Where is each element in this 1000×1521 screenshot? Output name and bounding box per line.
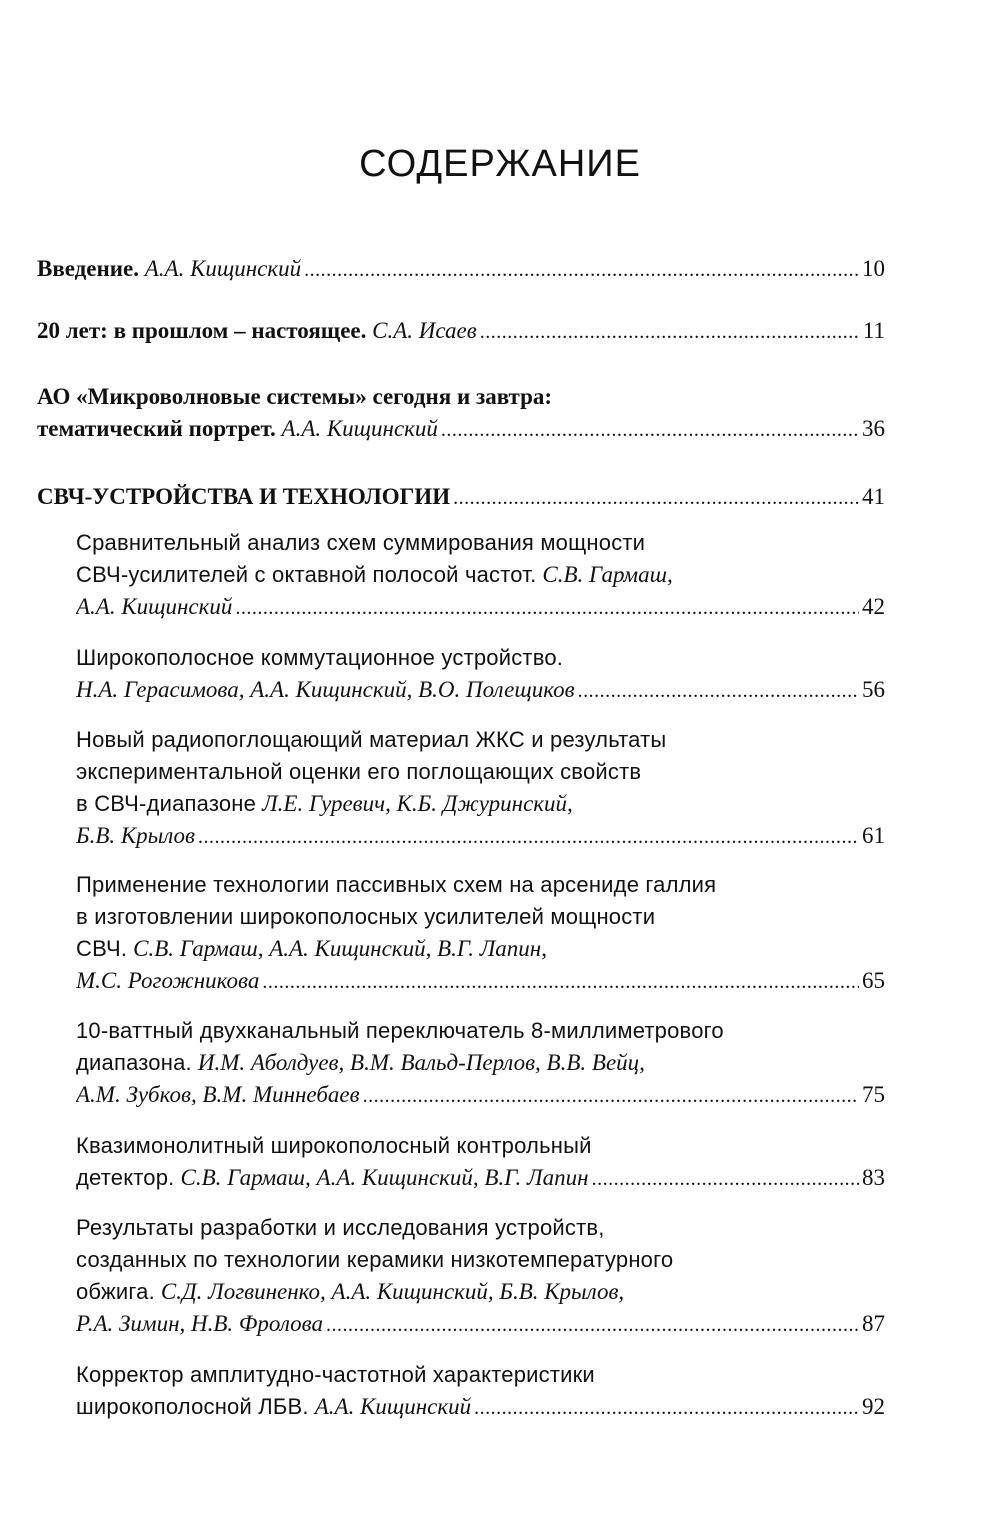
entry-title-cont: обжига. <box>76 1279 155 1304</box>
entry-title-cont: тематический портрет. <box>37 416 276 441</box>
toc-entry-8mm-switch[interactable] <box>76 1015 885 1111</box>
leader-dots <box>363 1080 859 1111</box>
entry-authors-cont: М.С. Рогожникова <box>76 968 260 993</box>
entry-authors-cont: Р.А. Зимин, Н.В. Фролова <box>76 1311 323 1336</box>
entry-title: 10-ваттный двухканальный переключатель 8-миллиметрового <box>76 1018 724 1043</box>
page-number: 75 <box>862 1082 885 1107</box>
leader-dots <box>235 592 859 623</box>
entry-title: 20 лет: в прошлом – настоящее. <box>37 318 367 343</box>
entry-authors: С.А. Исаев <box>372 318 477 343</box>
leader-dots <box>326 1309 859 1340</box>
leader-dots <box>304 254 859 285</box>
toc-entry-gaas-technology[interactable] <box>76 869 885 997</box>
entry-authors: С.В. Гармаш, <box>542 562 673 587</box>
entry-title-cont: экспериментальной оценки его поглощающих свойств <box>76 759 642 784</box>
toc-entry-20-years[interactable] <box>37 315 885 347</box>
toc-entry-switching-device[interactable] <box>76 642 885 706</box>
entry-title-cont: широкополосной ЛБВ. <box>76 1394 309 1419</box>
entry-authors: С.В. Гармаш, А.А. Кищинский, В.Г. Лапин, <box>133 936 547 961</box>
page-number: 42 <box>862 594 885 619</box>
page-number: 83 <box>862 1165 885 1190</box>
leader-dots <box>262 966 859 997</box>
entry-authors: И.М. Аболдуев, В.М. Вальд-Перлов, В.В. Вейц, <box>197 1050 645 1075</box>
entry-title: Применение технологии пассивных схем на арсениде галлия <box>76 872 717 897</box>
entry-title: АО «Микроволновые системы» сегодня и завтра: <box>37 384 553 409</box>
entry-title-cont: созданных по технологии керамики низкотемпературного <box>76 1247 674 1272</box>
entry-authors: А.А. Кищинский <box>314 1394 472 1419</box>
leader-dots <box>592 1163 859 1194</box>
entry-authors-cont: А.А. Кищинский <box>76 594 233 619</box>
leader-dots <box>474 1392 859 1423</box>
toc-entry-twt-corrector[interactable] <box>76 1359 885 1423</box>
entry-authors: С.Д. Логвиненко, А.А. Кищинский, Б.В. Крылов, <box>160 1279 625 1304</box>
page-number: 92 <box>862 1394 885 1419</box>
entry-title-cont: СВЧ. <box>76 936 128 961</box>
entry-title: Результаты разработки и исследования устройств, <box>76 1215 605 1240</box>
entry-authors-cont: Б.В. Крылов <box>76 823 196 848</box>
toc-section-heading[interactable] <box>37 481 885 513</box>
toc-entry-company-portrait[interactable] <box>37 381 885 445</box>
toc-entry-power-combining[interactable] <box>76 527 885 623</box>
entry-title: Сравнительный анализ схем суммирования мощности <box>76 530 646 555</box>
entry-authors: Л.Е. Гуревич, К.Б. Джуринский, <box>262 791 573 816</box>
leader-dots <box>441 414 859 445</box>
entry-title: Квазимонолитный широкополосный контрольный <box>76 1133 592 1158</box>
leader-dots <box>578 675 859 706</box>
page-number: 61 <box>862 823 885 848</box>
page-number: 65 <box>862 968 885 993</box>
entry-title-cont: в изготовлении широкополосных усилителей мощности <box>76 904 656 929</box>
entry-title-cont: в СВЧ-диапазоне <box>76 791 257 816</box>
entry-authors: А.А. Кищинский <box>144 256 302 281</box>
section-title: СВЧ-УСТРОЙСТВА И ТЕХНОЛОГИИ <box>37 484 451 509</box>
toc-entry-control-detector[interactable] <box>76 1130 885 1194</box>
leader-dots <box>198 821 859 852</box>
page-title: СОДЕРЖАНИЕ <box>359 143 641 185</box>
page-number: 87 <box>862 1311 885 1336</box>
toc-entry-ltcc-devices[interactable] <box>76 1212 885 1340</box>
toc-entry-introduction[interactable] <box>37 253 885 285</box>
entry-title-cont: СВЧ-усилителей с октавной полосой частот. <box>76 562 537 587</box>
entry-title: Введение. <box>37 256 139 281</box>
entry-title: Корректор амплитудно-частотной характеристики <box>76 1362 595 1387</box>
entry-title: Новый радиопоглощающий материал ЖКС и результаты <box>76 727 667 752</box>
leader-dots <box>453 482 859 513</box>
page-number: 10 <box>862 256 885 281</box>
page-number: 11 <box>862 318 885 343</box>
entry-authors-cont: А.М. Зубков, В.М. Миннебаев <box>76 1082 360 1107</box>
entry-authors: Н.А. Герасимова, А.А. Кищинский, В.О. Полещиков <box>76 677 575 702</box>
entry-title-cont: детектор. <box>76 1165 175 1190</box>
leader-dots <box>480 316 860 347</box>
entry-title-cont: диапазона. <box>76 1050 192 1075</box>
entry-title: Широкополосное коммутационное устройство. <box>76 645 564 670</box>
entry-authors: А.А. Кищинский <box>281 416 438 441</box>
page-number: 41 <box>862 484 885 509</box>
entry-authors: С.В. Гармаш, А.А. Кищинский, В.Г. Лапин <box>180 1165 589 1190</box>
page-number: 56 <box>862 677 885 702</box>
page-number: 36 <box>862 416 885 441</box>
toc-entry-absorbing-material[interactable] <box>76 724 885 852</box>
